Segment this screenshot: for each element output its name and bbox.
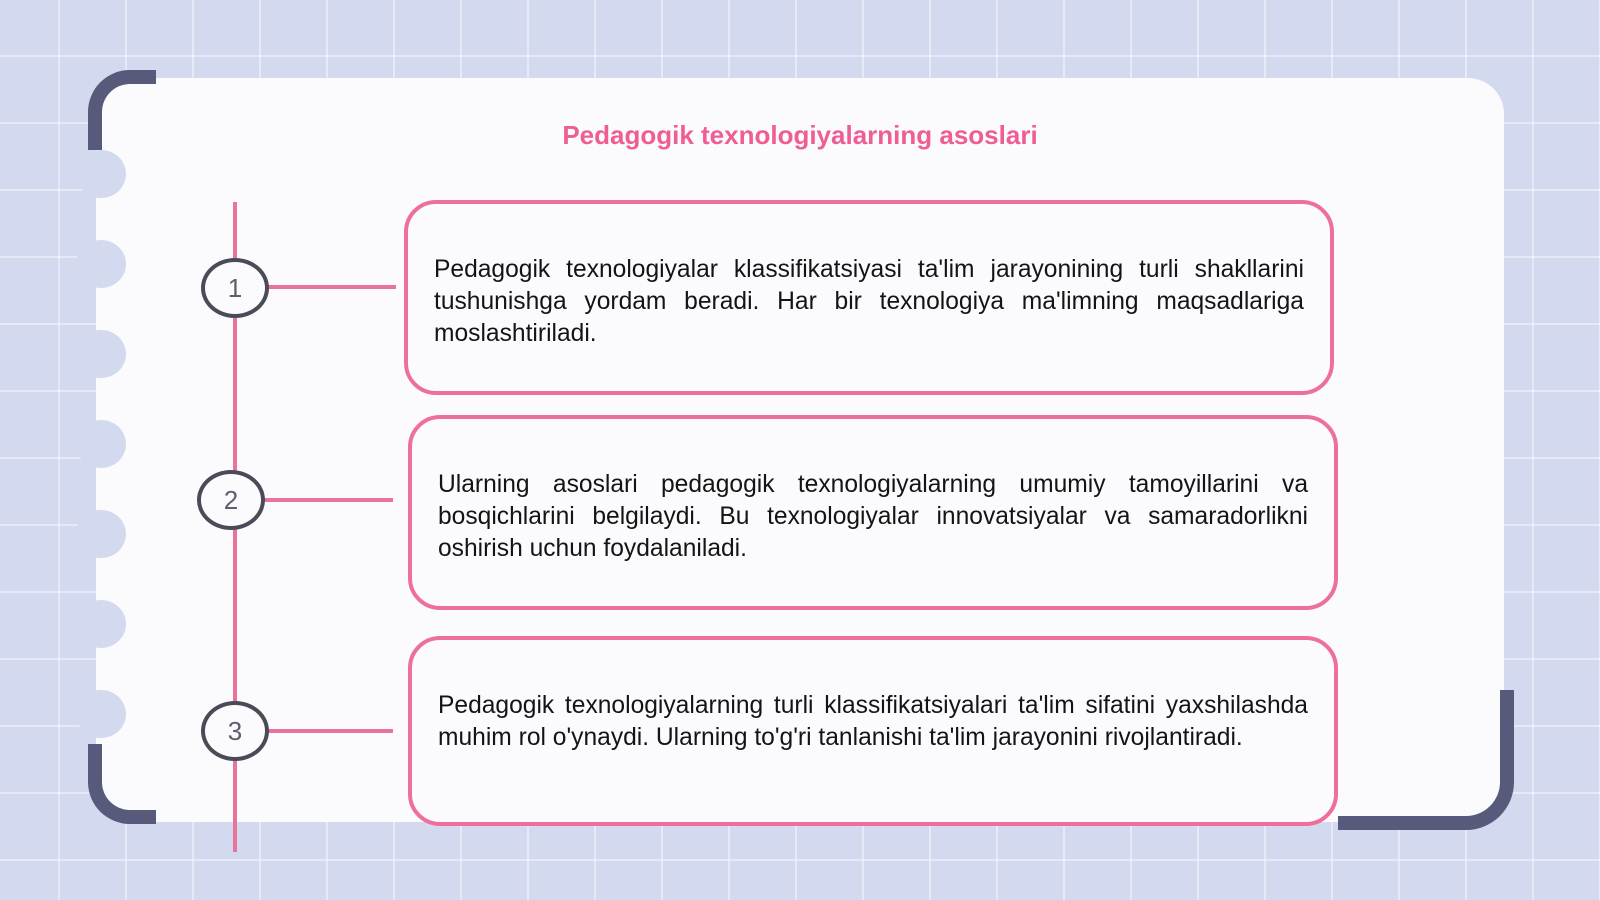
step-marker-2 <box>197 470 265 530</box>
paper-scallop <box>76 690 126 738</box>
slide-title: Pedagogik texnologiyalarning asoslari <box>562 120 1038 150</box>
info-card-3 <box>408 636 1338 826</box>
step-number: 1 <box>227 272 243 303</box>
paper-scallop <box>76 330 126 378</box>
timeline-connector <box>265 729 393 733</box>
paper-scallop <box>76 510 126 558</box>
timeline-connector <box>262 498 393 502</box>
paper-scallop <box>76 240 126 288</box>
paper-scallop <box>76 600 126 648</box>
info-card-1 <box>404 200 1334 395</box>
timeline-connector <box>266 285 396 289</box>
step-number: 3 <box>227 715 243 746</box>
paper-scallop <box>76 150 126 198</box>
step-marker-3 <box>201 701 269 761</box>
card-text: Ularning asoslari pedagogik texnologiyalarning umumiy tamoyillarini va bosqichlarini belgilaydi. Bu texnologiyalar innovatsiyalar va samaradorlikni oshirish uchun foydalaniladi. <box>438 471 1308 562</box>
corner-bracket-bottom-left <box>88 744 156 824</box>
info-card-2 <box>408 415 1338 610</box>
card-text: Pedagogik texnologiyalarning turli klassifikatsiyalari ta'lim sifatini yaxshilashda muhim rol o'ynaydi. Ularning to'g'ri tanlanishi ta'lim jarayonini rivojlantiradi. <box>438 692 1308 751</box>
paper-scallop <box>76 420 126 468</box>
step-marker-1 <box>201 258 269 318</box>
corner-bracket-bottom-right <box>1338 690 1514 830</box>
step-number: 2 <box>223 484 239 515</box>
card-text: Pedagogik texnologiyalar klassifikatsiyasi ta'lim jarayonining turli shakllarini tushunishga yordam beradi. Har bir texnologiya ma'limning maqsadlariga moslashtiriladi. <box>434 256 1304 347</box>
